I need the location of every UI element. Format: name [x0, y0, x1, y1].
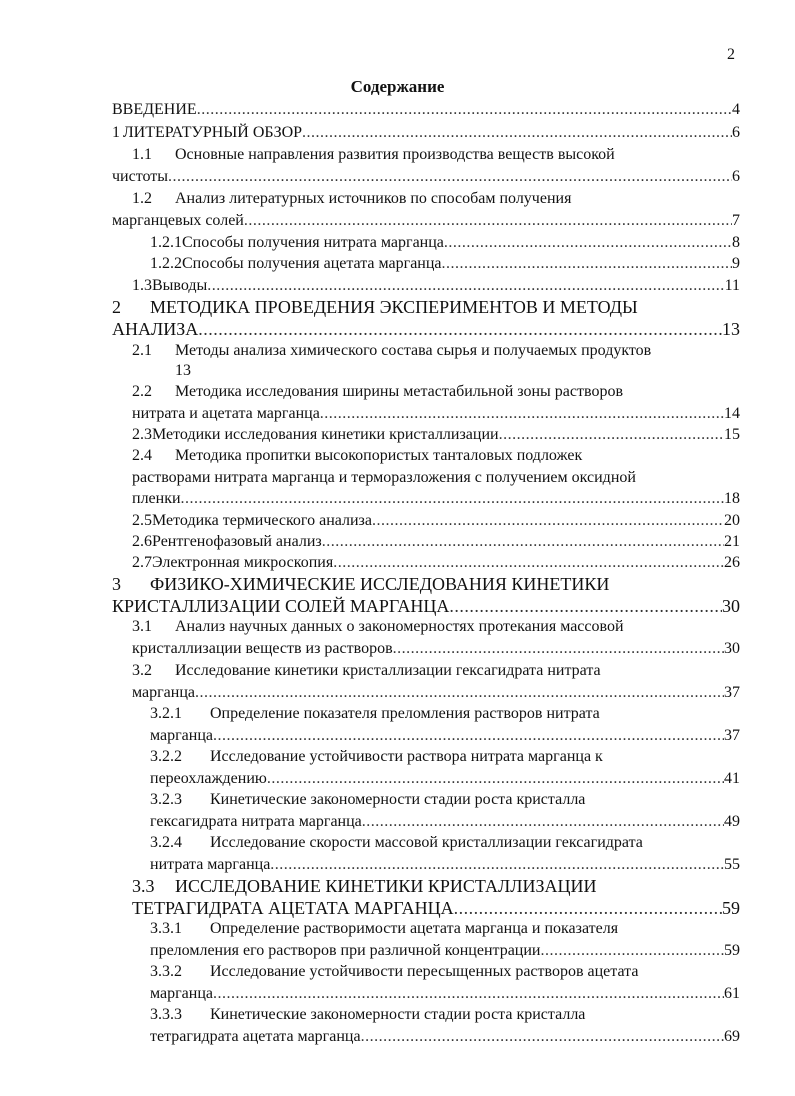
toc-entry — [112, 596, 740, 616]
toc-entry — [132, 404, 740, 424]
toc-entry-number: 2.5 — [132, 512, 152, 529]
toc-entry-number: 3.2 — [132, 662, 152, 679]
toc-entry-number: 2.1 — [132, 342, 152, 359]
toc-entry-title: марганца — [150, 985, 214, 1002]
toc-entry-number: 3.2.2 — [150, 748, 182, 765]
toc-entry — [132, 382, 740, 402]
toc-entry-number: 3.1 — [132, 618, 152, 635]
toc-entry — [132, 276, 740, 296]
toc-entry-title: гексагидрата нитрата марганца — [150, 813, 362, 830]
toc-leader-dots — [333, 553, 724, 573]
toc-entry-page: 69 — [724, 1028, 740, 1045]
toc-entry — [150, 747, 740, 767]
toc-entry — [132, 553, 740, 573]
toc-entry — [132, 683, 740, 703]
toc-entry — [112, 123, 740, 143]
toc-entry — [150, 984, 740, 1004]
toc-entry-number: 2.3 — [132, 426, 152, 443]
toc-entry-title: Методика исследования ширины метастабильной зоны растворов — [175, 383, 623, 400]
toc-entry — [112, 574, 740, 594]
toc-entry — [112, 297, 740, 317]
toc-entry-number: 2.6 — [132, 533, 152, 550]
toc-entry-page: 8 — [732, 234, 740, 251]
toc-leader-dots — [195, 683, 724, 703]
toc-entry-title: пленки — [132, 490, 181, 507]
toc-entry-title: Электронная микроскопия — [152, 554, 334, 571]
toc-entry-title: ТЕТРАГИДРАТА АЦЕТАТА МАРГАНЦА — [132, 898, 454, 918]
toc-entry-title: Определение показателя преломления растворов нитрата — [210, 705, 600, 722]
toc-leader-dots — [361, 1027, 724, 1047]
toc-entry — [132, 341, 740, 361]
toc-entry — [132, 661, 740, 681]
toc-leader-dots — [454, 898, 722, 918]
toc-entry-page: 6 — [732, 168, 740, 185]
toc-entry-number: 2 — [112, 297, 121, 317]
toc-entry-number: 2.2 — [132, 383, 152, 400]
toc-leader-dots — [499, 425, 724, 445]
toc-entry-page: 30 — [724, 640, 740, 657]
toc-entry — [175, 361, 740, 381]
toc-leader-dots — [362, 812, 724, 832]
toc-entry-number: 1.2 — [132, 190, 152, 207]
toc-entry — [150, 941, 740, 961]
toc-entry-number: 3.3.3 — [150, 1006, 182, 1023]
toc-leader-dots — [213, 726, 724, 746]
toc-entry-title: марганца — [132, 684, 196, 701]
toc-entry-title: Способы получения нитрата марганца — [182, 234, 444, 251]
toc-entry — [150, 812, 740, 832]
toc-entry — [112, 319, 740, 339]
toc-leader-dots — [444, 233, 732, 253]
toc-entry-number: 3.2.1 — [150, 705, 182, 722]
toc-entry-title: Способы получения ацетата марганца — [182, 255, 442, 272]
toc-entry-page: 26 — [724, 554, 740, 571]
toc-entry-title: растворами нитрата марганца и терморазложения с получением оксидной — [132, 469, 636, 486]
toc-leader-dots — [270, 855, 724, 875]
toc-entry-page: 59 — [722, 898, 740, 918]
toc-entry-title: кристаллизации веществ из растворов — [132, 640, 393, 657]
toc-entry-title: ФИЗИКО-ХИМИЧЕСКИЕ ИССЛЕДОВАНИЯ КИНЕТИКИ — [150, 574, 610, 594]
toc-leader-dots — [267, 769, 724, 789]
toc-entry-page: 18 — [724, 490, 740, 507]
toc-entry-title: ВВЕДЕНИЕ — [112, 101, 197, 118]
toc-entry-title: АНАЛИЗА — [112, 319, 199, 339]
toc-entry-title: тетрагидрата ацетата марганца — [150, 1028, 361, 1045]
toc-entry-title: 13 — [175, 362, 191, 379]
toc-entry — [150, 1005, 740, 1025]
toc-entry-title: Методы анализа химического состава сырья и получаемых продуктов — [175, 342, 652, 359]
toc-entry — [150, 233, 740, 253]
toc-entry — [132, 425, 740, 445]
toc-leader-dots — [393, 639, 724, 659]
toc-entry — [132, 489, 740, 509]
toc-entry-number: 3.3.2 — [150, 963, 182, 980]
toc-entry-page: 30 — [722, 596, 740, 616]
toc-leader-dots — [322, 532, 724, 552]
toc-entry-page: 7 — [732, 212, 740, 229]
toc-entry-number: 1 — [112, 124, 120, 141]
toc-entry-number: 3.2.3 — [150, 791, 182, 808]
toc-entry-number: 2.4 — [132, 447, 152, 464]
page-number: 2 — [727, 46, 735, 63]
toc-entry-title: Исследование скорости массовой кристаллизации гексагидрата — [210, 834, 643, 851]
toc-entry — [132, 639, 740, 659]
toc-entry-title: Определение растворимости ацетата марганца и показателя — [210, 920, 619, 937]
toc-entry — [150, 855, 740, 875]
toc-entry — [150, 790, 740, 810]
toc-entry-title: Методика пропитки высокопористых танталовых подложек — [175, 447, 583, 464]
toc-entry-title: Рентгенофазовый анализ — [152, 533, 322, 550]
toc-entry-number: 3.2.4 — [150, 834, 182, 851]
toc-entry-page: 20 — [724, 512, 740, 529]
toc-entry — [112, 100, 740, 120]
toc-entry-page: 49 — [724, 813, 740, 830]
toc-entry-title: Методики исследования кинетики кристаллизации — [152, 426, 499, 443]
toc-entry-page: 55 — [724, 856, 740, 873]
toc-entry — [150, 769, 740, 789]
toc-entry-number: 3.3 — [132, 876, 155, 896]
toc-entry-title: Анализ литературных источников по способам получения — [175, 190, 572, 207]
toc-leader-dots — [244, 211, 732, 231]
toc-entry — [132, 511, 740, 531]
toc-entry-page: 37 — [724, 727, 740, 744]
toc-leader-dots — [198, 319, 722, 339]
toc-entry-number: 1.3 — [132, 277, 152, 294]
toc-entry — [132, 145, 740, 165]
toc-entry — [150, 704, 740, 724]
toc-entry — [112, 211, 740, 231]
toc-entry-page: 41 — [724, 770, 740, 787]
toc-entry-title: Исследование устойчивости раствора нитрата марганца к — [210, 748, 603, 765]
toc-entry-title: чистоты — [112, 168, 169, 185]
toc-entry — [132, 446, 740, 466]
toc-entry-page: 13 — [722, 319, 740, 339]
toc-entry-title: Кинетические закономерности стадии роста кристалла — [210, 791, 586, 808]
toc-entry — [132, 876, 740, 896]
toc-entry-number: 1.2.2 — [150, 255, 182, 272]
toc-entry-title: переохлаждению — [150, 770, 267, 787]
toc-entry-number: 3 — [112, 574, 121, 594]
toc-leader-dots — [302, 123, 732, 143]
toc-entry — [132, 532, 740, 552]
toc-entry-number: 2.7 — [132, 554, 152, 571]
toc-entry-page: 6 — [732, 124, 740, 141]
toc-entry-page: 4 — [732, 101, 740, 118]
toc-entry-title: марганцевых солей — [112, 212, 244, 229]
toc-entry-title: ИССЛЕДОВАНИЕ КИНЕТИКИ КРИСТАЛЛИЗАЦИИ — [175, 876, 597, 896]
toc-entry-page: 59 — [724, 942, 740, 959]
toc-leader-dots — [197, 100, 732, 120]
toc-leader-dots — [449, 596, 722, 616]
toc-entry — [132, 189, 740, 209]
toc-entry-page: 15 — [724, 426, 740, 443]
toc-entry-page: 14 — [724, 405, 740, 422]
toc-entry — [132, 468, 740, 488]
toc-leader-dots — [213, 984, 724, 1004]
toc-leader-dots — [372, 511, 724, 531]
toc-entry — [150, 833, 740, 853]
toc-entry — [150, 1027, 740, 1047]
toc-leader-dots — [320, 404, 724, 424]
toc-entry-title: Анализ научных данных о закономерностях протекания массовой — [175, 618, 624, 635]
toc-leader-dots — [181, 489, 724, 509]
toc-entry-title: Выводы — [152, 277, 208, 294]
page-title: Содержание — [350, 77, 445, 96]
toc-entry — [132, 617, 740, 637]
toc-entry-number: 1.1 — [132, 146, 152, 163]
toc-entry — [150, 726, 740, 746]
toc-entry-title: Исследование кинетики кристаллизации гексагидрата нитрата — [175, 662, 601, 679]
toc-leader-dots — [207, 276, 724, 296]
toc-entry-page: 37 — [724, 684, 740, 701]
toc-leader-dots — [168, 167, 732, 187]
toc-entry-title: МЕТОДИКА ПРОВЕДЕНИЯ ЭКСПЕРИМЕНТОВ И МЕТОДЫ — [150, 297, 638, 317]
toc-entry-number: 3.3.1 — [150, 920, 182, 937]
toc-entry — [112, 167, 740, 187]
toc-entry-number: 1.2.1 — [150, 234, 182, 251]
toc-entry-title: марганца — [150, 727, 214, 744]
toc-entry-title: Кинетические закономерности стадии роста кристалла — [210, 1006, 586, 1023]
toc-entry-title: Исследование устойчивости пересыщенных растворов ацетата — [210, 963, 639, 980]
toc-entry — [150, 919, 740, 939]
toc-entry-title: нитрата марганца — [150, 856, 271, 873]
toc-leader-dots — [442, 254, 732, 274]
toc-entry-page: 11 — [724, 277, 740, 294]
toc-entry-title: нитрата и ацетата марганца — [132, 405, 320, 422]
toc-entry — [132, 898, 740, 918]
toc-entry-page: 9 — [732, 255, 740, 272]
toc-entry — [150, 962, 740, 982]
toc-leader-dots — [541, 941, 725, 961]
toc-entry-page: 61 — [724, 985, 740, 1002]
toc-entry-title: КРИСТАЛЛИЗАЦИИ СОЛЕЙ МАРГАНЦА — [112, 596, 450, 616]
toc-entry-title: преломления его растворов при различной концентрации — [150, 942, 541, 959]
toc-entry-title: Методика термического анализа — [152, 512, 372, 529]
toc-entry-title: Основные направления развития производства веществ высокой — [175, 146, 615, 163]
toc-entry-title: ЛИТЕРАТУРНЫЙ ОБЗОР — [122, 124, 303, 141]
toc-entry-page: 21 — [724, 533, 740, 550]
toc-entry — [150, 254, 740, 274]
